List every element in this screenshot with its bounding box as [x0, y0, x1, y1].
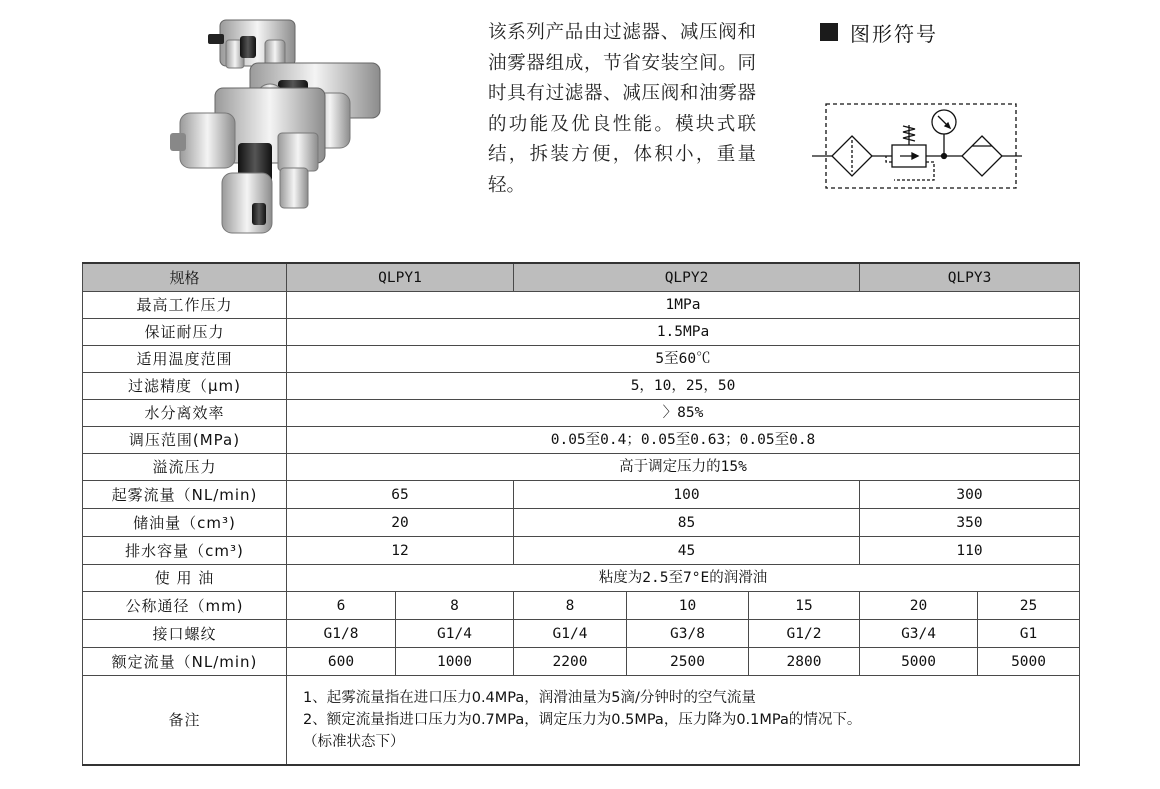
cell-value: 100	[514, 481, 860, 509]
square-bullet-icon	[820, 23, 838, 41]
row-label: 公称通径（mm)	[83, 592, 287, 620]
row-value: 1MPa	[287, 292, 1080, 319]
table-row	[83, 292, 1080, 319]
table-row	[83, 346, 1080, 373]
row-label: 使 用 油	[83, 565, 287, 592]
row-label: 接口螺纹	[83, 620, 287, 648]
cell-value: 5000	[978, 648, 1080, 676]
cell-value: G3/4	[860, 620, 978, 648]
note-line: （标准状态下）	[303, 734, 405, 750]
product-description: 该系列产品由过滤器、减压阀和油雾器组成，节省安装空间。同时具有过滤器、减压阀和油雾器的功能及优良性能。模块式联结，拆装方便，体积小，重量轻。	[488, 22, 756, 196]
row-value: 0.05至0.4；0.05至0.63；0.05至0.8	[287, 427, 1080, 454]
cell-value: 600	[287, 648, 396, 676]
cell-value: G1/2	[749, 620, 860, 648]
table-row	[83, 648, 1080, 676]
notes-label: 备注	[83, 676, 287, 766]
pneumatic-symbol-diagram	[812, 100, 1022, 195]
cell-value: G1/4	[514, 620, 627, 648]
row-value: 1.5MPa	[287, 319, 1080, 346]
cell-value: 12	[287, 537, 514, 565]
cell-value: 25	[978, 592, 1080, 620]
table-row	[83, 373, 1080, 400]
cell-value: G3/8	[627, 620, 749, 648]
large-frl-unit	[170, 88, 325, 233]
header-model-1: QLPY1	[287, 263, 514, 292]
cell-value: 350	[860, 509, 1080, 537]
symbol-heading: 图形符号	[820, 18, 938, 46]
table-row	[83, 509, 1080, 537]
table-row	[83, 537, 1080, 565]
cell-value: 110	[860, 537, 1080, 565]
cell-value: 20	[287, 509, 514, 537]
row-label: 水分离效率	[83, 400, 287, 427]
cell-value: 2800	[749, 648, 860, 676]
table-row	[83, 319, 1080, 346]
cell-value: 45	[514, 537, 860, 565]
row-label: 溢流压力	[83, 454, 287, 481]
product-image	[160, 8, 400, 248]
cell-value: 2200	[514, 648, 627, 676]
cell-value: 65	[287, 481, 514, 509]
cell-value: 300	[860, 481, 1080, 509]
cell-value: 10	[627, 592, 749, 620]
notes-row	[83, 676, 1080, 766]
row-label: 额定流量（NL/min)	[83, 648, 287, 676]
note-line: 1、起雾流量指在进口压力0.4MPa，润滑油量为5滴/分钟时的空气流量	[303, 690, 756, 706]
row-value: 高于调定压力的15%	[287, 454, 1080, 481]
header-model-2: QLPY2	[514, 263, 860, 292]
cell-value: 6	[287, 592, 396, 620]
row-value: 5，10，25，50	[287, 373, 1080, 400]
cell-value: 85	[514, 509, 860, 537]
cell-value: 2500	[627, 648, 749, 676]
spec-table	[82, 262, 1080, 766]
table-row	[83, 565, 1080, 592]
notes-content	[287, 676, 1080, 766]
cell-value: G1/4	[396, 620, 514, 648]
cell-value: 15	[749, 592, 860, 620]
table-row	[83, 454, 1080, 481]
table-row	[83, 481, 1080, 509]
row-label: 适用温度范围	[83, 346, 287, 373]
row-label: 储油量（cm³)	[83, 509, 287, 537]
row-label: 起雾流量（NL/min)	[83, 481, 287, 509]
cell-value: 20	[860, 592, 978, 620]
row-label: 最高工作压力	[83, 292, 287, 319]
header-label: 规格	[83, 263, 287, 292]
cell-value: 5000	[860, 648, 978, 676]
header-model-3: QLPY3	[860, 263, 1080, 292]
note-line: 2、额定流量指进口压力为0.7MPa，调定压力为0.5MPa，压力降为0.1MPa的情况下。	[303, 712, 862, 728]
cell-value: 8	[514, 592, 627, 620]
row-value: 5至60℃	[287, 346, 1080, 373]
row-label: 调压范围(MPa)	[83, 427, 287, 454]
table-row	[83, 620, 1080, 648]
table-row	[83, 400, 1080, 427]
row-value: 粘度为2.5至7°E的润滑油	[287, 565, 1080, 592]
cell-value: G1/8	[287, 620, 396, 648]
table-row	[83, 427, 1080, 454]
cell-value: 1000	[396, 648, 514, 676]
cell-value: 8	[396, 592, 514, 620]
row-label: 排水容量（cm³)	[83, 537, 287, 565]
row-label: 保证耐压力	[83, 319, 287, 346]
row-value: 〉85%	[287, 400, 1080, 427]
cell-value: G1	[978, 620, 1080, 648]
table-row	[83, 592, 1080, 620]
table-header-row	[83, 263, 1080, 292]
row-label: 过滤精度（μm)	[83, 373, 287, 400]
